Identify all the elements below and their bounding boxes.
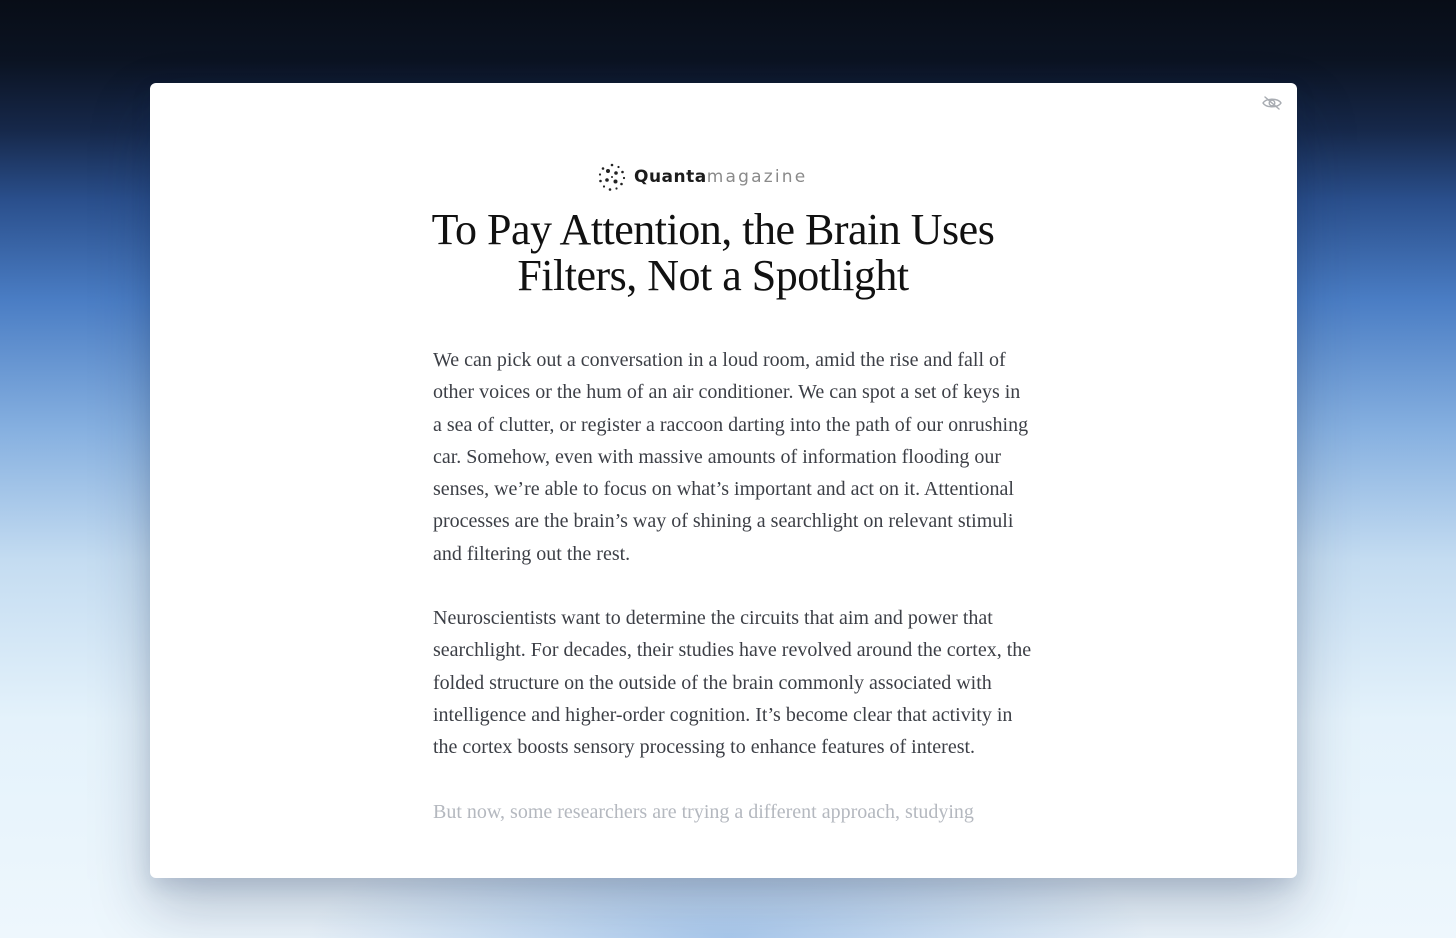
article-title-line-2: Filters, Not a Spotlight [517,251,909,300]
eye-slash-icon[interactable] [1261,95,1283,111]
article-paragraph-1: We can pick out a conversation in a loud room, amid the rise and fall of other voices or the hum of an air conditioner. We can spot a set of keys in a sea of clutter, or register a raccoon darting into the path of our onrushing car. Somehow, even with massive amounts of information flooding our senses, we’re able to focus on what’s important and act on it. Attentional processes are the brain’s way of shining a searchlight on relevant stimuli and filtering out the rest. [433,349,1029,565]
quanta-logo-icon [594,159,630,195]
article-title-line-1: To Pay Attention, the Brain Uses [431,205,995,254]
publication-logo [594,159,807,195]
article-paragraph-3: But now, some researchers are trying a different approach, studying [433,800,974,823]
article-title [390,207,1036,299]
reader-card [150,83,1297,878]
article-body [433,344,1033,860]
brand-name: Quanta [634,167,707,187]
article-paragraph-2: Neuroscientists want to determine the circuits that aim and power that searchlight. For decades, their studies have revolved around the cortex, the folded structure on the outside of the brain commonly associated with intelligence and higher-order cognition. It’s become clear that activity in the cortex boosts sensory processing to enhance features of interest. [433,607,1032,759]
brand-subtitle: magazine [706,167,808,187]
